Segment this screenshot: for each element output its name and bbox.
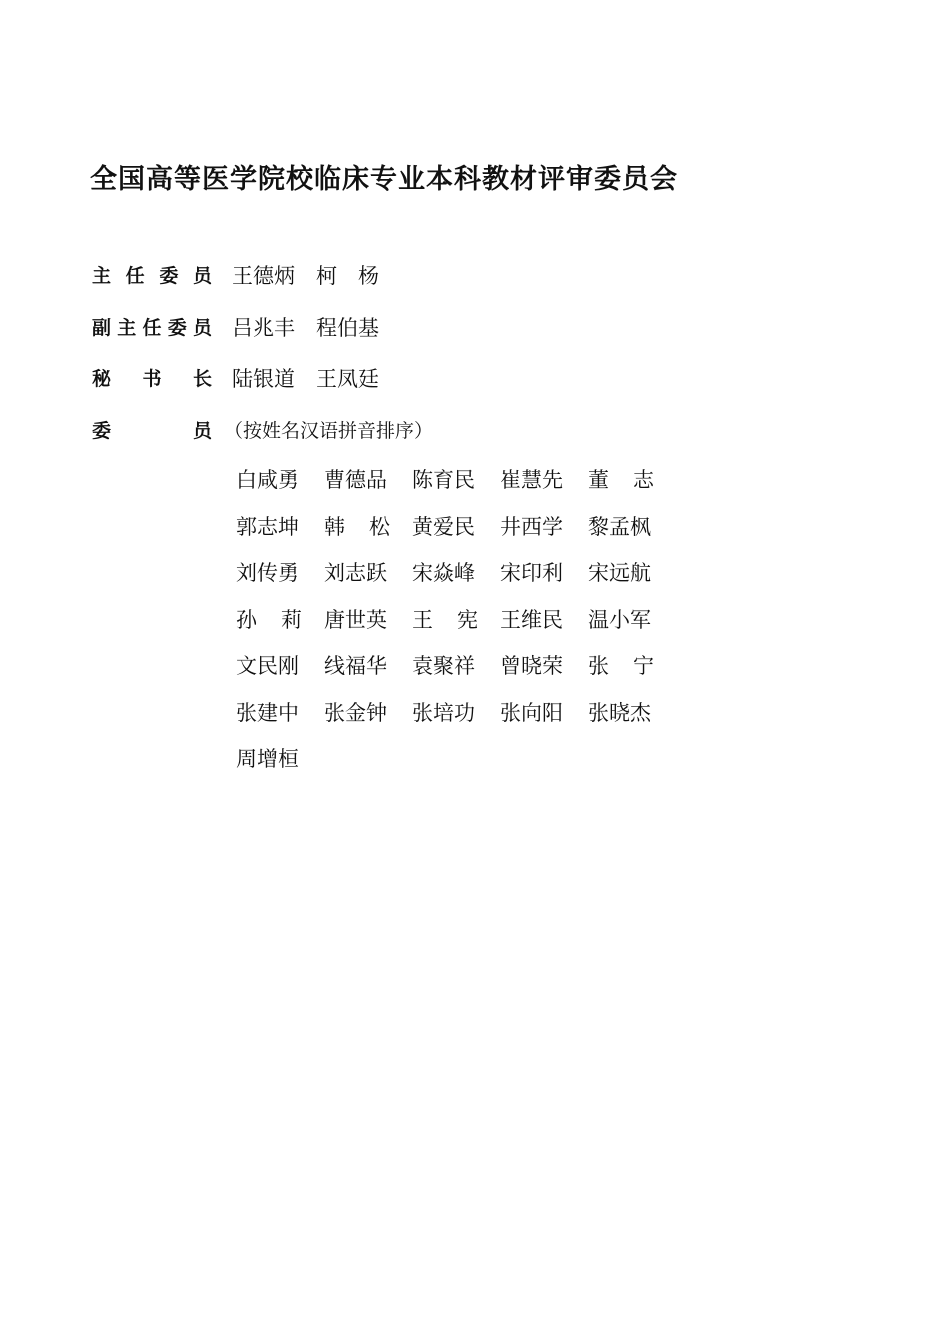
member-name: 宋远航: [588, 561, 651, 585]
member-name: 刘志跃: [324, 561, 387, 585]
role-label-char: 任: [142, 317, 162, 339]
member-name: [236, 602, 302, 649]
member-name-char: 王: [412, 607, 433, 632]
member-name: 张培功: [412, 700, 475, 725]
member-name: 温小军: [588, 607, 651, 632]
member-list: [236, 462, 676, 788]
role-label-char: 员: [192, 317, 212, 339]
member-name-char: 孙: [236, 607, 257, 632]
role-label-char: 员: [192, 265, 212, 287]
member-name: 线福华: [324, 654, 387, 678]
member-name-char: 志: [633, 468, 654, 492]
member-name: 崔慧先: [500, 468, 563, 492]
role-value: 王德炳 柯 杨: [232, 264, 379, 288]
role-label-char: 主: [117, 317, 137, 339]
member-name-char: 张: [588, 654, 609, 678]
role-label-char: 长: [192, 368, 212, 390]
role-value: 陆银道 王凤廷: [232, 367, 379, 391]
member-name: 宋焱峰: [412, 561, 475, 585]
role-label-char: 委: [167, 317, 187, 339]
role-label-char: 任: [125, 265, 145, 287]
role-label-char: 委: [159, 265, 179, 287]
member-name: [324, 509, 390, 556]
role-label-char: 委: [92, 420, 112, 442]
member-name: 井西学: [500, 514, 563, 539]
member-name: [588, 648, 654, 695]
member-name: 白咸勇: [236, 468, 299, 492]
member-name: 张晓杰: [588, 700, 651, 725]
member-name: [412, 602, 478, 649]
role-label-char: 副: [92, 317, 112, 339]
member-name-char: 董: [588, 468, 609, 492]
member-name: 刘传勇: [236, 561, 299, 585]
member-name: 曾晓荣: [500, 654, 563, 678]
member-name-char: 宁: [633, 654, 654, 678]
member-name: 陈育民: [412, 468, 475, 492]
member-name: 周增桓: [236, 747, 299, 771]
member-name: 宋印利: [500, 561, 563, 585]
role-label: [92, 311, 212, 345]
role-value-note: （按姓名汉语拼音排序）: [224, 420, 434, 442]
role-label-char: 主: [92, 265, 112, 287]
role-label-char: 员: [192, 420, 212, 442]
role-label-char: 秘: [92, 368, 112, 390]
role-label-char: 书: [142, 368, 162, 390]
member-name: 郭志坤: [236, 514, 299, 539]
member-name-char: 宪: [457, 607, 478, 632]
committee-title: 全国高等医学院校临床专业本科教材评审委员会: [90, 164, 678, 195]
member-name: 黄爱民: [412, 514, 475, 539]
member-name-char: 松: [369, 514, 390, 539]
member-name: 袁聚祥: [412, 654, 475, 678]
member-name: 黎孟枫: [588, 514, 651, 539]
member-name-char: 韩: [324, 514, 345, 539]
member-name: 王维民: [500, 607, 563, 632]
member-name: 张向阳: [500, 700, 563, 725]
member-name: [588, 462, 654, 509]
member-name: 张金钟: [324, 700, 387, 725]
role-label: [92, 259, 212, 293]
member-name: 张建中: [236, 700, 299, 725]
member-name: 曹德品: [324, 468, 387, 492]
role-label: [92, 362, 212, 396]
member-name: 文民刚: [236, 654, 299, 678]
member-name: 唐世英: [324, 607, 387, 632]
member-name-char: 莉: [281, 607, 302, 632]
role-label: [92, 414, 212, 448]
role-value: 吕兆丰 程伯基: [232, 316, 379, 340]
